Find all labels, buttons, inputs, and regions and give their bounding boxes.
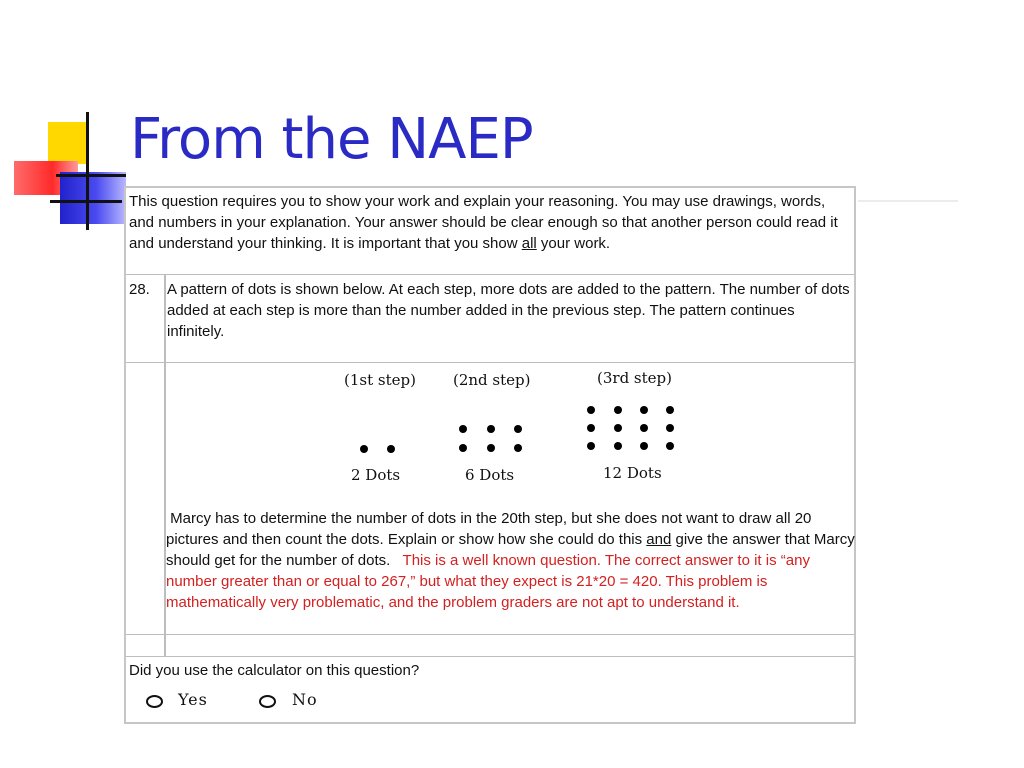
yes-radio-button[interactable] (146, 695, 163, 708)
dot (640, 442, 648, 450)
dot (666, 442, 674, 450)
step-3-count: 12 Dots (603, 464, 662, 482)
dot (360, 445, 368, 453)
calculator-question: Did you use the calculator on this question? (129, 662, 420, 679)
dot (459, 444, 467, 452)
dot (587, 406, 595, 414)
dot (459, 425, 467, 433)
title-divider (858, 200, 958, 202)
red-commentary: This is a well known question. The correct answer to it is “any number greater than or equal to 267,” but what they expect is 21*20 = 420. This problem is mathematically very problematic, and the problem graders are not apt to understand it. (166, 552, 810, 611)
dot (614, 442, 622, 450)
horizontal-line-decoration (50, 200, 122, 203)
instructions-text-end: your work. (536, 235, 611, 252)
dot (640, 406, 648, 414)
step-2-label: (2nd step) (453, 371, 531, 389)
dot (487, 444, 495, 452)
no-radio-button[interactable] (259, 695, 276, 708)
divider (126, 362, 854, 363)
instructions (129, 191, 851, 254)
dot (514, 444, 522, 452)
dot (666, 406, 674, 414)
question-text: A pattern of dots is shown below. At each step, more dots are added to the pattern. The number of dots added at each step is more than the number added in the previous step. The pattern continues infinitely. (167, 281, 850, 340)
dot (666, 424, 674, 432)
horizontal-line-decoration (56, 174, 126, 177)
dot (640, 424, 648, 432)
dot (487, 425, 495, 433)
prompt-text: Marcy has to determine the number of dots in the 20th step, but she does not want to draw all 20 pictures and then count the dots. Explain or show how she could do this (166, 510, 812, 548)
dot (587, 442, 595, 450)
decorative-corner-graphic (0, 0, 140, 240)
step-1-count: 2 Dots (351, 466, 401, 484)
divider (126, 656, 854, 657)
no-option-label: No (292, 690, 318, 709)
dot (614, 406, 622, 414)
naep-question-sheet (124, 186, 856, 724)
dot (514, 425, 522, 433)
step-3-label: (3rd step) (597, 369, 672, 387)
yellow-square-decoration (48, 122, 88, 164)
blue-square-decoration (60, 172, 126, 224)
step-2-count: 6 Dots (465, 466, 515, 484)
step-1-label: (1st step) (344, 371, 416, 389)
yes-option-label: Yes (178, 690, 208, 709)
prompt-text-end: give the answer that Marcy should get for the number of dots. (166, 531, 855, 569)
vertical-line-decoration (86, 112, 89, 230)
dot (614, 424, 622, 432)
instructions-text: This question requires you to show your work and explain your reasoning. You may use drawings, words, and numbers in your explanation. Your answer should be clear enough so that another person could read it and understand your thinking. It is important that you show (129, 193, 838, 252)
slide-title: From the NAEP (130, 107, 533, 172)
dot (387, 445, 395, 453)
question-number: 28. (129, 281, 150, 298)
dot (587, 424, 595, 432)
instructions-emphasis: all (521, 235, 537, 252)
question-prompt (166, 508, 856, 613)
prompt-emphasis: and (646, 531, 672, 548)
divider (126, 634, 854, 635)
divider (126, 274, 854, 275)
